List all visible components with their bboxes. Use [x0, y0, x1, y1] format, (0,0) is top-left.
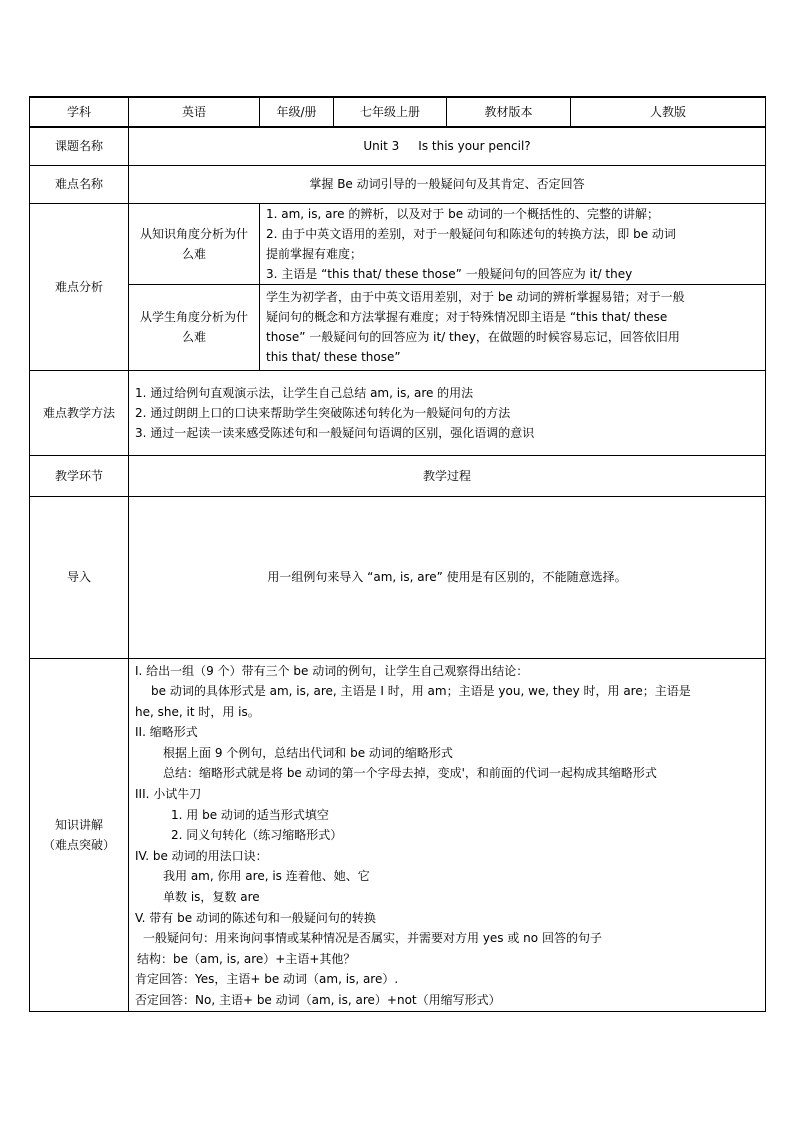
- knowledge-line: 单数 is，复数 are: [163, 890, 260, 905]
- edition-value: 人教版: [571, 97, 766, 127]
- student-angle-label: 从学生角度分析为什么难: [129, 284, 260, 370]
- intro-label: 导入: [30, 496, 129, 658]
- knowledge-line: 2. 由于中英文语用的差别，对于一般疑问句和陈述句的转换方法，即 be 动词: [266, 226, 676, 241]
- process-value: 教学过程: [129, 455, 766, 496]
- knowledge-angle-content: [260, 203, 766, 284]
- knowledge-line: 我用 am, 你用 are, is 连着他、她、它: [163, 869, 370, 884]
- knowledge-line: be 动词的具体形式是 am, is, are, 主语是 I 时，用 am；主语是 you, we, they 时，用 are；主语是: [151, 684, 691, 699]
- lesson-row: [30, 127, 766, 165]
- method-line: 2. 通过朗朗上口的口诀来帮助学生突破陈述句转化为一般疑问句的方法: [135, 405, 511, 420]
- edition-label: 教材版本: [447, 97, 571, 127]
- knowledge-line: 2. 同义句转化（练习缩略形式）: [171, 828, 343, 843]
- lesson-label: 课题名称: [30, 127, 129, 165]
- student-line: those” 一般疑问句的回答应为 it/ they，在做题的时候容易忘记，回答依旧用: [266, 330, 680, 344]
- knowledge-line: 总结：缩略形式就是将 be 动词的第一个字母去掉，变成'，和前面的代词一起构成其缩略形式: [163, 766, 657, 781]
- difficulty-row: [30, 165, 766, 203]
- knowledge-line: 提前掌握有难度；: [266, 246, 363, 261]
- difficulty-label: 难点名称: [30, 165, 129, 203]
- knowledge-line: 一般疑问句：用来询问事情或某种情况是否属实，并需要对方用 yes 或 no 回答的句子: [143, 931, 602, 946]
- method-label: 难点教学方法: [30, 370, 129, 455]
- method-content: [129, 370, 766, 455]
- student-line: 疑问句的概念和方法掌握有难度；对于特殊情况即主语是 “this that/ these: [266, 310, 668, 324]
- analysis-student-row: [30, 284, 766, 370]
- knowledge-line: 肯定回答：Yes，主语+ be 动词（am, is, are）.: [135, 972, 399, 987]
- knowledge-label: [30, 658, 129, 1011]
- knowledge-label-line1: 知识讲解: [54, 817, 103, 832]
- knowledge-line: I. 给出一组（9 个）带有三个 be 动词的例句，让学生自己观察得出结论：: [135, 663, 529, 678]
- knowledge-line: III. 小试牛刀: [135, 787, 202, 802]
- process-row: [30, 455, 766, 496]
- knowledge-line: 1. 用 be 动词的适当形式填空: [171, 807, 329, 822]
- knowledge-line: IV. be 动词的用法口诀：: [135, 848, 268, 863]
- knowledge-label-line2: （难点突破）: [42, 837, 115, 852]
- method-line: 3. 通过一起读一读来感受陈述句和一般疑问句语调的区别，强化语调的意识: [135, 425, 535, 440]
- intro-row: [30, 496, 766, 658]
- knowledge-line: II. 缩略形式: [135, 725, 198, 740]
- analysis-label: 难点分析: [30, 203, 129, 370]
- subject-label: 学科: [30, 97, 129, 127]
- method-line: 1. 通过给例句直观演示法，让学生自己总结 am, is, are 的用法: [135, 385, 474, 400]
- subject-value: 英语: [129, 97, 260, 127]
- knowledge-line: he, she, it 时，用 is。: [135, 704, 260, 719]
- knowledge-line: V. 带有 be 动词的陈述句和一般疑问句的转换: [135, 910, 376, 925]
- student-angle-content: [260, 284, 766, 370]
- knowledge-angle-label: 从知识角度分析为什么难: [129, 203, 260, 284]
- grade-value: 七年级上册: [334, 97, 447, 127]
- analysis-knowledge-row: [30, 203, 766, 284]
- header-row: [30, 97, 766, 127]
- knowledge-line: 否定回答：No, 主语+ be 动词（am, is, are）+not（用缩写形式）: [135, 993, 501, 1007]
- intro-content: 用一组例句来导入 “am, is, are” 使用是有区别的，不能随意选择。: [129, 496, 766, 658]
- process-label: 教学环节: [30, 455, 129, 496]
- method-row: [30, 370, 766, 455]
- knowledge-line: 3. 主语是 “this that/ these those” 一般疑问句的回答应为 it/ they: [266, 266, 633, 281]
- lesson-title: Unit 3 Is this your pencil?: [129, 127, 766, 165]
- student-line: this that/ these those”: [266, 350, 401, 364]
- lesson-plan-table: [29, 96, 766, 1012]
- knowledge-content: [129, 658, 766, 1011]
- knowledge-line: 根据上面 9 个例句，总结出代词和 be 动词的缩略形式: [163, 745, 453, 760]
- difficulty-value: 掌握 Be 动词引导的一般疑问句及其肯定、否定回答: [129, 165, 766, 203]
- knowledge-line: 结构：be（am, is, are）+主语+其他？: [137, 951, 356, 966]
- grade-label: 年级/册: [260, 97, 334, 127]
- student-line: 学生为初学者，由于中英文语用差别，对于 be 动词的辨析掌握易错；对于一般: [266, 290, 685, 304]
- knowledge-row: [30, 658, 766, 1011]
- knowledge-line: 1. am, is, are 的辨析，以及对于 be 动词的一个概括性的、完整的讲解；: [266, 206, 660, 221]
